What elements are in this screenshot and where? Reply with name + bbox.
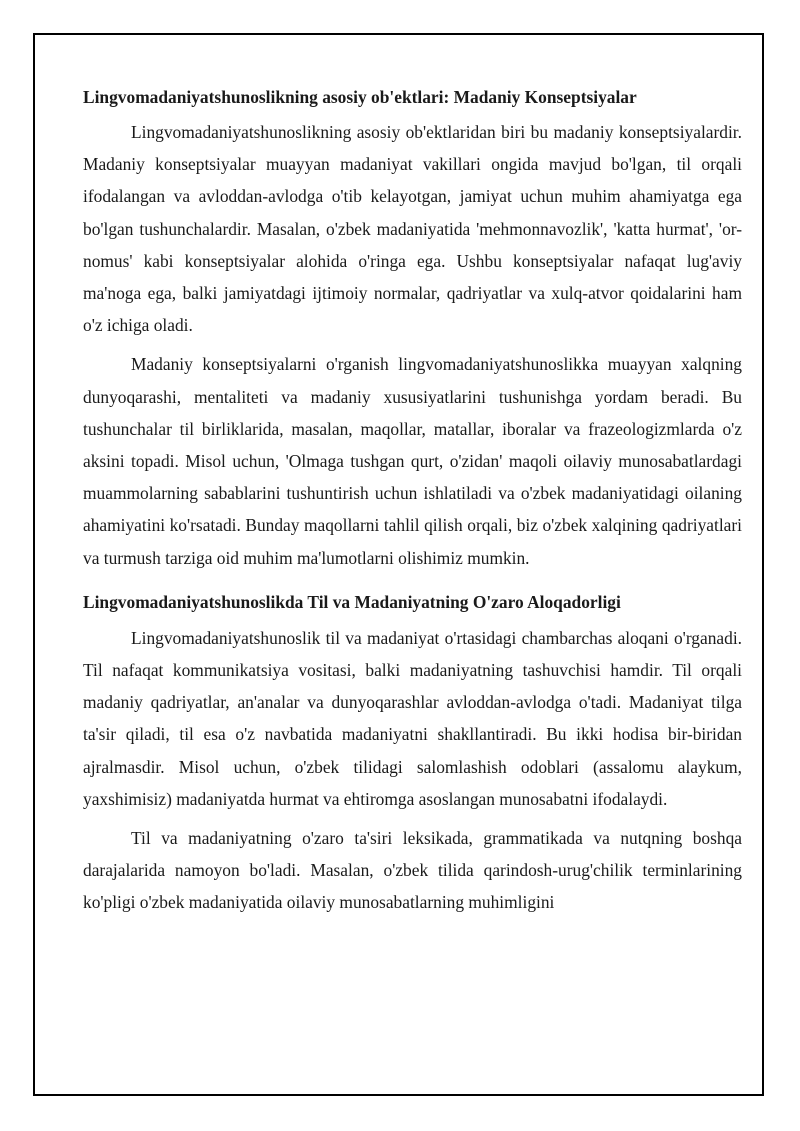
paragraph: Til va madaniyatning o'zaro ta'siri leksikada, grammatikada va nutqning boshqa darajalarida namoyon bo'ladi. Masalan, o'zbek tilida qarindosh-urug'chilik terminlarining ko'pligi o'zbek madaniyatida oilaviy munosabatlarning muhimligini: [83, 828, 742, 913]
document-body: [83, 85, 742, 919]
paragraph: Lingvomadaniyatshunoslikning asosiy ob'ektlaridan biri bu madaniy konseptsiyalardir. Madaniy konseptsiyalar muayyan madaniyat vakillari ongida mavjud bo'lgan, til orqali ifodalangan va avloddan-avlodga o'tib kelayotgan, jamiyat uchun muhim ahamiyatga ega bo'lgan tushunchalardir. Masalan, o'zbek madaniyatida 'mehmonnavozlik', 'katta hurmat', 'or-nomus' kabi konseptsiyalar alohida o'ringa ega. Ushbu konseptsiyalar nafaqat lug'aviy ma'noga ega, balki jamiyatdagi ijtimoiy normalar, qadriyatlar va xulq-atvor qoidalarini ham o'z ichiga oladi.: [83, 122, 742, 336]
section-heading-language-culture-relation: Lingvomadaniyatshunoslikda Til va Madaniyatning O'zaro Aloqadorligi: [83, 591, 621, 612]
paragraph: Lingvomadaniyatshunoslik til va madaniyat o'rtasidagi chambarchas aloqani o'rganadi. Til nafaqat kommunikatsiya vositasi, balki madaniyatning tashuvchisi hamdir. Til orqali madaniy qadriyatlar, an'analar va dunyoqarashlar avloddan-avlodga o'tadi. Madaniyat tilga ta'sir qiladi, til esa o'z navbatida madaniyatni shakllantiradi. Bu ikki hodisa bir-biridan ajralmasdir. Misol uchun, o'zbek tilidagi salomlashish odoblari (assalomu alaykum, yaxshimisiz) madaniyatda hurmat va ehtiromga asoslangan munosabatni ifodalaydi.: [83, 627, 742, 809]
paragraph: Madaniy konseptsiyalarni o'rganish lingvomadaniyatshunoslikka muayyan xalqning dunyoqarashi, mentaliteti va madaniy xususiyatlarini tushunishga yordam beradi. Bu tushunchalar til birliklarida, masalan, maqollar, matallar, iboralar va frazeologizmlarda o'z aksini topadi. Misol uchun, 'Olmaga tushgan qurt, o'zidan' maqoli oilaviy munosabatlardagi muammolarning sabablarini tushuntirish uchun ishlatiladi va o'zbek madaniyatidagi oilaning ahamiyatini ko'rsatadi. Bunday maqollarni tahlil qilish orqali, biz o'zbek xalqining qadriyatlari va turmush tarziga oid muhim ma'lumotlarni olishimiz mumkin.: [83, 354, 742, 568]
section-heading-cultural-concepts: Lingvomadaniyatshunoslikning asosiy ob'ektlari: Madaniy Konseptsiyalar: [83, 87, 637, 107]
